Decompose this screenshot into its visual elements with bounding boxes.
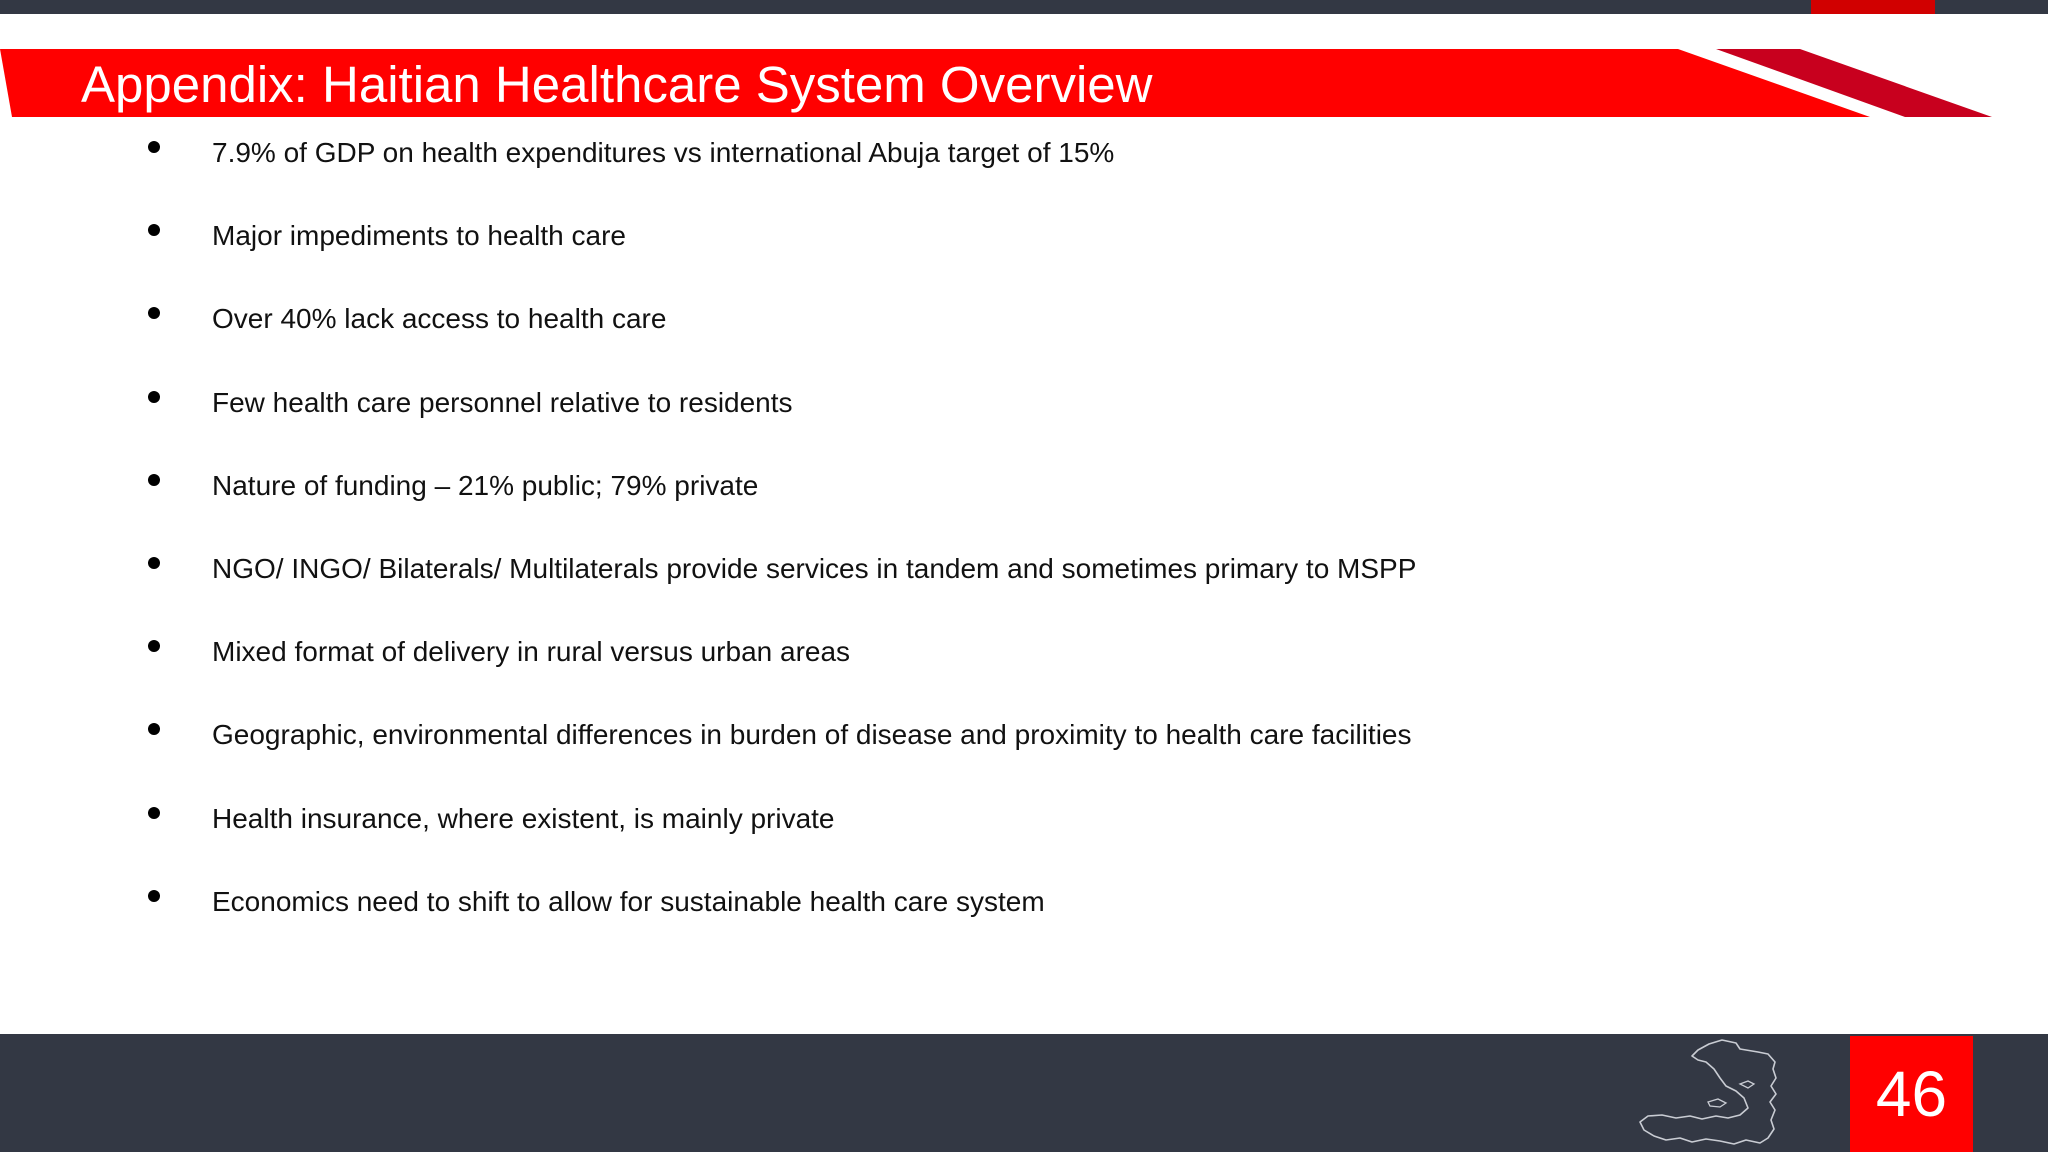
bullet-item (140, 208, 1840, 291)
bullet-dot-icon (148, 224, 160, 236)
bullet-text: NGO/ INGO/ Bilaterals/ Multilaterals provide services in tandem and sometimes primary to MSPP (212, 552, 1417, 584)
bullet-text: Economics need to shift to allow for sustainable health care system (212, 885, 1045, 917)
bullet-text: 7.9% of GDP on health expenditures vs international Abuja target of 15% (212, 137, 1115, 168)
bullet-item (140, 707, 1840, 790)
bullet-dot-icon (148, 474, 160, 486)
slide-title: Appendix: Haitian Healthcare System Overview (81, 56, 1153, 113)
bullet-dot-icon (148, 807, 160, 819)
bullet-item (140, 458, 1840, 541)
bullet-item (140, 874, 1840, 957)
bullet-dot-icon (148, 557, 160, 569)
bullet-dot-icon (148, 640, 160, 652)
bullet-item (140, 375, 1840, 458)
bullet-text: Few health care personnel relative to residents (212, 386, 793, 418)
bullet-dot-icon (148, 141, 160, 153)
bullet-item (140, 125, 1840, 208)
bullet-text: Health insurance, where existent, is mainly private (212, 802, 835, 834)
bullet-item (140, 624, 1840, 707)
bullet-text: Over 40% lack access to health care (212, 303, 667, 335)
top-bar (0, 0, 2048, 14)
bullet-dot-icon (148, 723, 160, 735)
bullet-item (140, 291, 1840, 374)
bullet-dot-icon (148, 391, 160, 403)
bullet-text: Nature of funding – 21% public; 79% private (212, 469, 759, 501)
top-accent-bar (1811, 0, 1935, 14)
bullet-item (140, 541, 1840, 624)
bullet-dot-icon (148, 307, 160, 319)
bullet-dot-icon (148, 890, 160, 902)
page-number: 46 (1850, 1036, 1973, 1152)
bullet-text: Mixed format of delivery in rural versus urban areas (212, 636, 851, 668)
bullet-list (140, 125, 1840, 957)
bullet-text: Major impediments to health care (212, 220, 626, 252)
haiti-map-outline-icon (1636, 1036, 1812, 1150)
bullet-item (140, 791, 1840, 874)
bullet-text: Geographic, environmental differences in burden of disease and proximity to health care facilities (212, 719, 1412, 751)
